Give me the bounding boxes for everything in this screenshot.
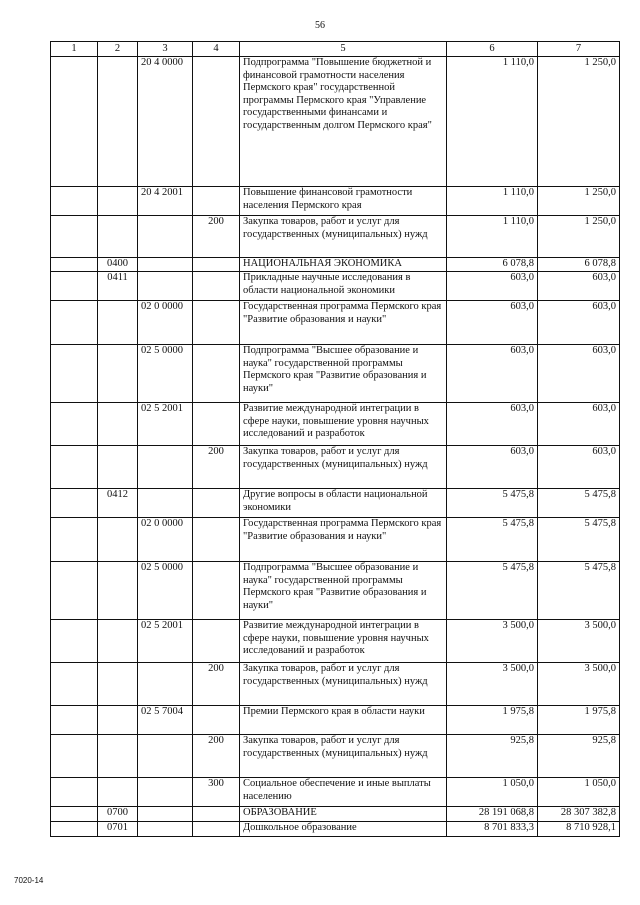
cell-target-code xyxy=(138,216,193,258)
table-row xyxy=(51,562,620,620)
cell-col1 xyxy=(51,446,98,489)
cell-name: Подпрограмма "Высшее образование и наука" государственной программы Пермского края "Развитие образования и науки" xyxy=(240,562,447,620)
table-row xyxy=(51,301,620,345)
cell-amount-1: 6 078,8 xyxy=(447,258,538,272)
cell-target-code xyxy=(138,489,193,518)
cell-name: ОБРАЗОВАНИЕ xyxy=(240,807,447,822)
cell-target-code: 02 0 0000 xyxy=(138,518,193,562)
cell-section-code xyxy=(98,403,138,446)
cell-target-code: 02 0 0000 xyxy=(138,301,193,345)
table-row xyxy=(51,57,620,187)
cell-amount-2: 3 500,0 xyxy=(538,620,620,663)
cell-section-code xyxy=(98,620,138,663)
cell-amount-2: 1 975,8 xyxy=(538,706,620,735)
cell-amount-1: 1 110,0 xyxy=(447,187,538,216)
cell-section-code: 0412 xyxy=(98,489,138,518)
cell-name: Дошкольное образование xyxy=(240,822,447,837)
cell-amount-2: 603,0 xyxy=(538,403,620,446)
cell-expense-type xyxy=(193,518,240,562)
cell-expense-type xyxy=(193,403,240,446)
cell-col1 xyxy=(51,778,98,807)
cell-col1 xyxy=(51,301,98,345)
cell-section-code: 0400 xyxy=(98,258,138,272)
cell-expense-type xyxy=(193,187,240,216)
cell-amount-2: 603,0 xyxy=(538,345,620,403)
cell-amount-1: 1 110,0 xyxy=(447,216,538,258)
cell-section-code xyxy=(98,446,138,489)
cell-col1 xyxy=(51,216,98,258)
cell-col1 xyxy=(51,562,98,620)
cell-amount-2: 1 250,0 xyxy=(538,57,620,187)
cell-name: НАЦИОНАЛЬНАЯ ЭКОНОМИКА xyxy=(240,258,447,272)
cell-target-code xyxy=(138,822,193,837)
cell-target-code: 02 5 2001 xyxy=(138,620,193,663)
cell-expense-type xyxy=(193,301,240,345)
table-row xyxy=(51,735,620,778)
table-row xyxy=(51,258,620,272)
col-header-5: 5 xyxy=(240,42,447,57)
cell-section-code: 0701 xyxy=(98,822,138,837)
cell-amount-1: 1 975,8 xyxy=(447,706,538,735)
cell-target-code xyxy=(138,272,193,301)
cell-expense-type xyxy=(193,489,240,518)
cell-expense-type: 200 xyxy=(193,216,240,258)
cell-name: Государственная программа Пермского края "Развитие образования и науки" xyxy=(240,518,447,562)
cell-target-code: 02 5 7004 xyxy=(138,706,193,735)
cell-name: Развитие международной интеграции в сфере науки, повышение уровня научных исследований и разработок xyxy=(240,403,447,446)
table-row xyxy=(51,187,620,216)
cell-amount-2: 603,0 xyxy=(538,301,620,345)
cell-name: Закупка товаров, работ и услуг для государственных (муниципальных) нужд xyxy=(240,735,447,778)
cell-col1 xyxy=(51,57,98,187)
cell-amount-2: 925,8 xyxy=(538,735,620,778)
table-row xyxy=(51,620,620,663)
cell-amount-2: 1 250,0 xyxy=(538,187,620,216)
cell-amount-2: 603,0 xyxy=(538,272,620,301)
cell-target-code xyxy=(138,807,193,822)
table-row xyxy=(51,822,620,837)
cell-amount-1: 3 500,0 xyxy=(447,663,538,706)
cell-amount-1: 925,8 xyxy=(447,735,538,778)
cell-target-code xyxy=(138,258,193,272)
table-row xyxy=(51,706,620,735)
cell-name: Другие вопросы в области национальной экономики xyxy=(240,489,447,518)
cell-expense-type: 200 xyxy=(193,663,240,706)
cell-amount-2: 1 250,0 xyxy=(538,216,620,258)
cell-section-code xyxy=(98,706,138,735)
cell-name: Социальное обеспечение и иные выплаты населению xyxy=(240,778,447,807)
budget-table xyxy=(50,41,620,837)
cell-expense-type xyxy=(193,562,240,620)
cell-amount-1: 603,0 xyxy=(447,272,538,301)
col-header-1: 1 xyxy=(51,42,98,57)
col-header-7: 7 xyxy=(538,42,620,57)
cell-target-code: 02 5 0000 xyxy=(138,562,193,620)
column-numbers-row xyxy=(51,42,620,57)
cell-expense-type xyxy=(193,620,240,663)
cell-amount-2: 5 475,8 xyxy=(538,562,620,620)
cell-name: Подпрограмма "Высшее образование и наука" государственной программы Пермского края "Развитие образования и науки" xyxy=(240,345,447,403)
cell-section-code xyxy=(98,187,138,216)
cell-name: Подпрограмма "Повышение бюджетной и финансовой грамотности населения Пермского края" государственной программы Пермского края "Управление государственными финансами и государственным долгом Пермского края" xyxy=(240,57,447,187)
cell-section-code xyxy=(98,301,138,345)
cell-amount-1: 1 050,0 xyxy=(447,778,538,807)
col-header-3: 3 xyxy=(138,42,193,57)
cell-section-code xyxy=(98,663,138,706)
cell-expense-type: 200 xyxy=(193,446,240,489)
cell-name: Закупка товаров, работ и услуг для государственных (муниципальных) нужд xyxy=(240,216,447,258)
cell-section-code xyxy=(98,778,138,807)
table-row xyxy=(51,807,620,822)
cell-amount-1: 8 701 833,3 xyxy=(447,822,538,837)
cell-amount-1: 1 110,0 xyxy=(447,57,538,187)
cell-expense-type xyxy=(193,807,240,822)
cell-col1 xyxy=(51,518,98,562)
cell-section-code xyxy=(98,57,138,187)
cell-amount-2: 1 050,0 xyxy=(538,778,620,807)
cell-name: Закупка товаров, работ и услуг для государственных (муниципальных) нужд xyxy=(240,663,447,706)
cell-col1 xyxy=(51,187,98,216)
cell-name: Повышение финансовой грамотности населения Пермского края xyxy=(240,187,447,216)
cell-section-code: 0700 xyxy=(98,807,138,822)
table-row xyxy=(51,489,620,518)
table-row xyxy=(51,446,620,489)
cell-target-code: 20 4 2001 xyxy=(138,187,193,216)
cell-name: Закупка товаров, работ и услуг для государственных (муниципальных) нужд xyxy=(240,446,447,489)
col-header-6: 6 xyxy=(447,42,538,57)
cell-amount-1: 603,0 xyxy=(447,446,538,489)
cell-col1 xyxy=(51,272,98,301)
cell-amount-2: 3 500,0 xyxy=(538,663,620,706)
cell-expense-type: 300 xyxy=(193,778,240,807)
table-row xyxy=(51,403,620,446)
cell-amount-2: 28 307 382,8 xyxy=(538,807,620,822)
cell-expense-type xyxy=(193,272,240,301)
cell-expense-type xyxy=(193,258,240,272)
cell-col1 xyxy=(51,403,98,446)
cell-col1 xyxy=(51,706,98,735)
cell-amount-2: 5 475,8 xyxy=(538,489,620,518)
cell-col1 xyxy=(51,258,98,272)
cell-name: Прикладные научные исследования в области национальной экономики xyxy=(240,272,447,301)
cell-name: Государственная программа Пермского края "Развитие образования и науки" xyxy=(240,301,447,345)
cell-amount-1: 603,0 xyxy=(447,403,538,446)
cell-amount-1: 603,0 xyxy=(447,345,538,403)
col-header-4: 4 xyxy=(193,42,240,57)
cell-expense-type: 200 xyxy=(193,735,240,778)
cell-target-code xyxy=(138,778,193,807)
footer-code: 7020-14 xyxy=(14,876,44,885)
cell-target-code: 02 5 0000 xyxy=(138,345,193,403)
cell-expense-type xyxy=(193,706,240,735)
cell-amount-1: 5 475,8 xyxy=(447,518,538,562)
cell-expense-type xyxy=(193,57,240,187)
cell-col1 xyxy=(51,663,98,706)
cell-amount-1: 28 191 068,8 xyxy=(447,807,538,822)
cell-expense-type xyxy=(193,345,240,403)
table-row xyxy=(51,663,620,706)
cell-target-code: 20 4 0000 xyxy=(138,57,193,187)
cell-target-code xyxy=(138,735,193,778)
cell-amount-2: 8 710 928,1 xyxy=(538,822,620,837)
cell-section-code xyxy=(98,735,138,778)
cell-section-code xyxy=(98,518,138,562)
cell-amount-2: 603,0 xyxy=(538,446,620,489)
cell-col1 xyxy=(51,807,98,822)
cell-target-code: 02 5 2001 xyxy=(138,403,193,446)
table-row xyxy=(51,518,620,562)
cell-expense-type xyxy=(193,822,240,837)
cell-col1 xyxy=(51,735,98,778)
table-row xyxy=(51,272,620,301)
cell-amount-1: 603,0 xyxy=(447,301,538,345)
cell-section-code: 0411 xyxy=(98,272,138,301)
cell-col1 xyxy=(51,345,98,403)
cell-amount-2: 5 475,8 xyxy=(538,518,620,562)
cell-target-code xyxy=(138,663,193,706)
cell-amount-1: 5 475,8 xyxy=(447,562,538,620)
cell-col1 xyxy=(51,822,98,837)
cell-section-code xyxy=(98,562,138,620)
cell-col1 xyxy=(51,489,98,518)
table-row xyxy=(51,216,620,258)
cell-name: Развитие международной интеграции в сфере науки, повышение уровня научных исследований и разработок xyxy=(240,620,447,663)
cell-name: Премии Пермского края в области науки xyxy=(240,706,447,735)
cell-section-code xyxy=(98,345,138,403)
table-row xyxy=(51,345,620,403)
cell-section-code xyxy=(98,216,138,258)
col-header-2: 2 xyxy=(98,42,138,57)
cell-target-code xyxy=(138,446,193,489)
page-number: 56 xyxy=(315,20,325,31)
cell-col1 xyxy=(51,620,98,663)
table-row xyxy=(51,778,620,807)
cell-amount-1: 5 475,8 xyxy=(447,489,538,518)
cell-amount-1: 3 500,0 xyxy=(447,620,538,663)
cell-amount-2: 6 078,8 xyxy=(538,258,620,272)
